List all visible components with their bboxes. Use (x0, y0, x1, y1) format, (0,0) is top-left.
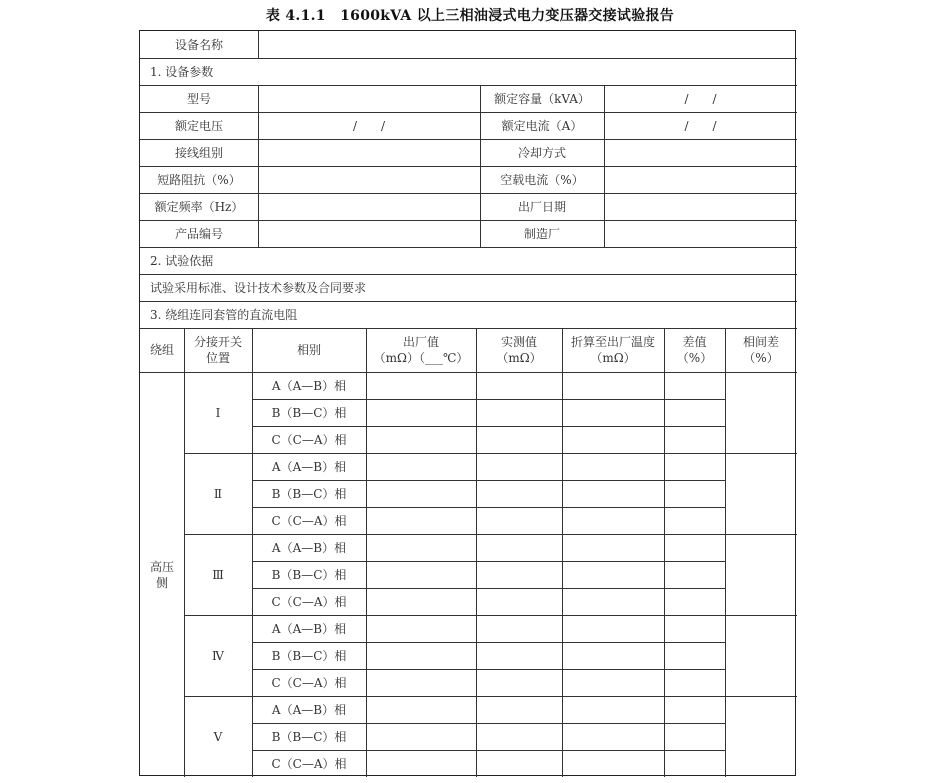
measured-value-field[interactable] (476, 750, 562, 777)
tap-position-5: Ⅴ (213, 729, 223, 744)
header-difference-line-2: （%） (676, 351, 713, 365)
header-tap-position: 分接开关位置 (193, 335, 242, 365)
phase-label: A（A—B）相 (271, 459, 347, 474)
param-value-rated-voltage[interactable]: / / (352, 118, 386, 133)
param-value-factory-date[interactable] (604, 193, 797, 220)
factory-value-field[interactable] (366, 642, 476, 669)
factory-value-field[interactable] (366, 561, 476, 588)
factory-value-field[interactable] (366, 723, 476, 750)
difference-field[interactable] (664, 669, 725, 696)
converted-value-field[interactable] (562, 453, 664, 480)
param-label-short-circuit-impedance: 短路阻抗（%） (157, 172, 241, 187)
measured-value-field[interactable] (476, 507, 562, 534)
param-value-cooling-method[interactable] (604, 139, 797, 166)
param-label-manufacturer: 制造厂 (523, 226, 560, 241)
param-value-product-number[interactable] (258, 220, 480, 247)
winding-high-voltage-side: 高压侧 (149, 559, 174, 590)
factory-value-field[interactable] (366, 615, 476, 642)
measured-value-field[interactable] (476, 588, 562, 615)
factory-value-field[interactable] (366, 750, 476, 777)
difference-field[interactable] (664, 750, 725, 777)
param-value-rated-capacity[interactable]: / / (684, 91, 717, 106)
measured-value-field[interactable] (476, 399, 562, 426)
phase-label: B（B—C）相 (271, 567, 347, 582)
device-name-field[interactable] (258, 31, 797, 58)
section-dc-resistance: 3. 绕组连同套管的直流电阻 (150, 307, 298, 322)
phase-diff-field[interactable] (725, 453, 797, 534)
header-measured-value (476, 328, 562, 372)
test-basis-text[interactable]: 试验采用标准、设计技术参数及合同要求 (150, 280, 367, 295)
converted-value-field[interactable] (562, 372, 664, 399)
converted-value-field[interactable] (562, 696, 664, 723)
converted-value-field[interactable] (562, 534, 664, 561)
section-equipment-params: 1. 设备参数 (150, 64, 214, 79)
phase-label: A（A—B）相 (271, 540, 347, 555)
param-value-manufacturer[interactable] (604, 220, 797, 247)
difference-field[interactable] (664, 696, 725, 723)
tap-position-1: Ⅰ (215, 405, 221, 420)
header-phase: 相别 (296, 343, 321, 357)
param-label-rated-voltage: 额定电压 (174, 118, 223, 133)
converted-value-field[interactable] (562, 669, 664, 696)
param-value-rated-frequency[interactable] (258, 193, 480, 220)
factory-value-field[interactable] (366, 480, 476, 507)
phase-diff-field[interactable] (725, 534, 797, 615)
converted-value-field[interactable] (562, 615, 664, 642)
phase-label: B（B—C）相 (271, 729, 347, 744)
tap-position-4: Ⅳ (212, 648, 224, 663)
phase-label: A（A—B）相 (271, 702, 347, 717)
param-label-rated-current: 额定电流（A） (501, 118, 583, 133)
measured-value-field[interactable] (476, 669, 562, 696)
factory-value-field[interactable] (366, 399, 476, 426)
phase-label: C（C—A）相 (271, 432, 347, 447)
header-factory-value (366, 328, 476, 372)
converted-value-field[interactable] (562, 588, 664, 615)
converted-value-field[interactable] (562, 723, 664, 750)
test-report-table (139, 30, 796, 776)
header-measured-value-line-1: 实测值 (500, 335, 537, 349)
phase-label: B（B—C）相 (271, 486, 347, 501)
difference-field[interactable] (664, 507, 725, 534)
measured-value-field[interactable] (476, 453, 562, 480)
tap-position-2: Ⅱ (213, 486, 223, 501)
measured-value-field[interactable] (476, 534, 562, 561)
header-difference (664, 328, 725, 372)
difference-field[interactable] (664, 534, 725, 561)
header-phase-difference (725, 328, 797, 372)
factory-value-field[interactable] (366, 534, 476, 561)
converted-value-field[interactable] (562, 507, 664, 534)
header-winding: 绕组 (149, 343, 174, 357)
factory-value-field[interactable] (366, 669, 476, 696)
header-factory-value-line-2: （mΩ）（___℃） (373, 351, 469, 365)
header-difference-line-1: 差值 (682, 335, 707, 349)
factory-value-field[interactable] (366, 588, 476, 615)
difference-field[interactable] (664, 453, 725, 480)
phase-label: C（C—A）相 (271, 675, 347, 690)
measured-value-field[interactable] (476, 480, 562, 507)
converted-value-field[interactable] (562, 399, 664, 426)
header-phase-difference-line-2: （%） (743, 351, 779, 365)
difference-field[interactable] (664, 723, 725, 750)
header-converted-value-line-2: （mΩ） (590, 351, 636, 365)
phase-label: A（A—B）相 (271, 378, 347, 393)
header-converted-value (562, 328, 664, 372)
phase-diff-field[interactable] (725, 372, 797, 453)
phase-label: B（B—C）相 (271, 648, 347, 663)
param-label-factory-date: 出厂日期 (517, 199, 566, 214)
difference-field[interactable] (664, 615, 725, 642)
param-label-connection-group: 接线组别 (174, 145, 223, 160)
header-factory-value-line-1: 出厂值 (402, 335, 439, 349)
device-name-label: 设备名称 (174, 37, 223, 52)
param-label-cooling-method: 冷却方式 (517, 145, 566, 160)
measured-value-field[interactable] (476, 615, 562, 642)
phase-label: C（C—A）相 (271, 756, 347, 771)
param-value-short-circuit-impedance[interactable] (258, 166, 480, 193)
param-value-model[interactable] (258, 85, 480, 112)
difference-field[interactable] (664, 399, 725, 426)
converted-value-field[interactable] (562, 642, 664, 669)
converted-value-field[interactable] (562, 480, 664, 507)
param-label-product-number: 产品编号 (174, 226, 223, 241)
param-value-rated-current[interactable]: / / (684, 118, 717, 133)
measured-value-field[interactable] (476, 372, 562, 399)
phase-label: A（A—B）相 (271, 621, 347, 636)
phase-label: C（C—A）相 (271, 594, 347, 609)
factory-value-field[interactable] (366, 453, 476, 480)
document-title: 表 4.1.1 1600kVA 以上三相油浸式电力变压器交接试验报告 (265, 8, 675, 24)
difference-field[interactable] (664, 480, 725, 507)
phase-label: B（B—C）相 (271, 405, 347, 420)
param-label-model: 型号 (186, 91, 211, 106)
converted-value-field[interactable] (562, 561, 664, 588)
difference-field[interactable] (664, 372, 725, 399)
param-value-connection-group[interactable] (258, 139, 480, 166)
measured-value-field[interactable] (476, 426, 562, 453)
difference-field[interactable] (664, 426, 725, 453)
param-value-no-load-current[interactable] (604, 166, 797, 193)
header-phase-difference-line-1: 相间差 (742, 335, 779, 349)
param-label-rated-frequency: 额定频率（Hz） (154, 199, 244, 214)
converted-value-field[interactable] (562, 750, 664, 777)
phase-diff-field[interactable] (725, 615, 797, 696)
tap-position-3: Ⅲ (212, 567, 224, 582)
param-label-rated-capacity: 额定容量（kVA） (494, 91, 590, 106)
converted-value-field[interactable] (562, 426, 664, 453)
param-label-no-load-current: 空载电流（%） (500, 172, 584, 187)
measured-value-field[interactable] (476, 561, 562, 588)
section-test-basis: 2. 试验依据 (150, 253, 214, 268)
measured-value-field[interactable] (476, 723, 562, 750)
phase-label: C（C—A）相 (271, 513, 347, 528)
measured-value-field[interactable] (476, 642, 562, 669)
header-measured-value-line-2: （mΩ） (496, 351, 542, 365)
measured-value-field[interactable] (476, 696, 562, 723)
header-converted-value-line-1: 折算至出厂温度 (570, 335, 655, 349)
factory-value-field[interactable] (366, 372, 476, 399)
factory-value-field[interactable] (366, 696, 476, 723)
factory-value-field[interactable] (366, 507, 476, 534)
phase-diff-field[interactable] (725, 696, 797, 777)
difference-field[interactable] (664, 588, 725, 615)
difference-field[interactable] (664, 642, 725, 669)
difference-field[interactable] (664, 561, 725, 588)
factory-value-field[interactable] (366, 426, 476, 453)
